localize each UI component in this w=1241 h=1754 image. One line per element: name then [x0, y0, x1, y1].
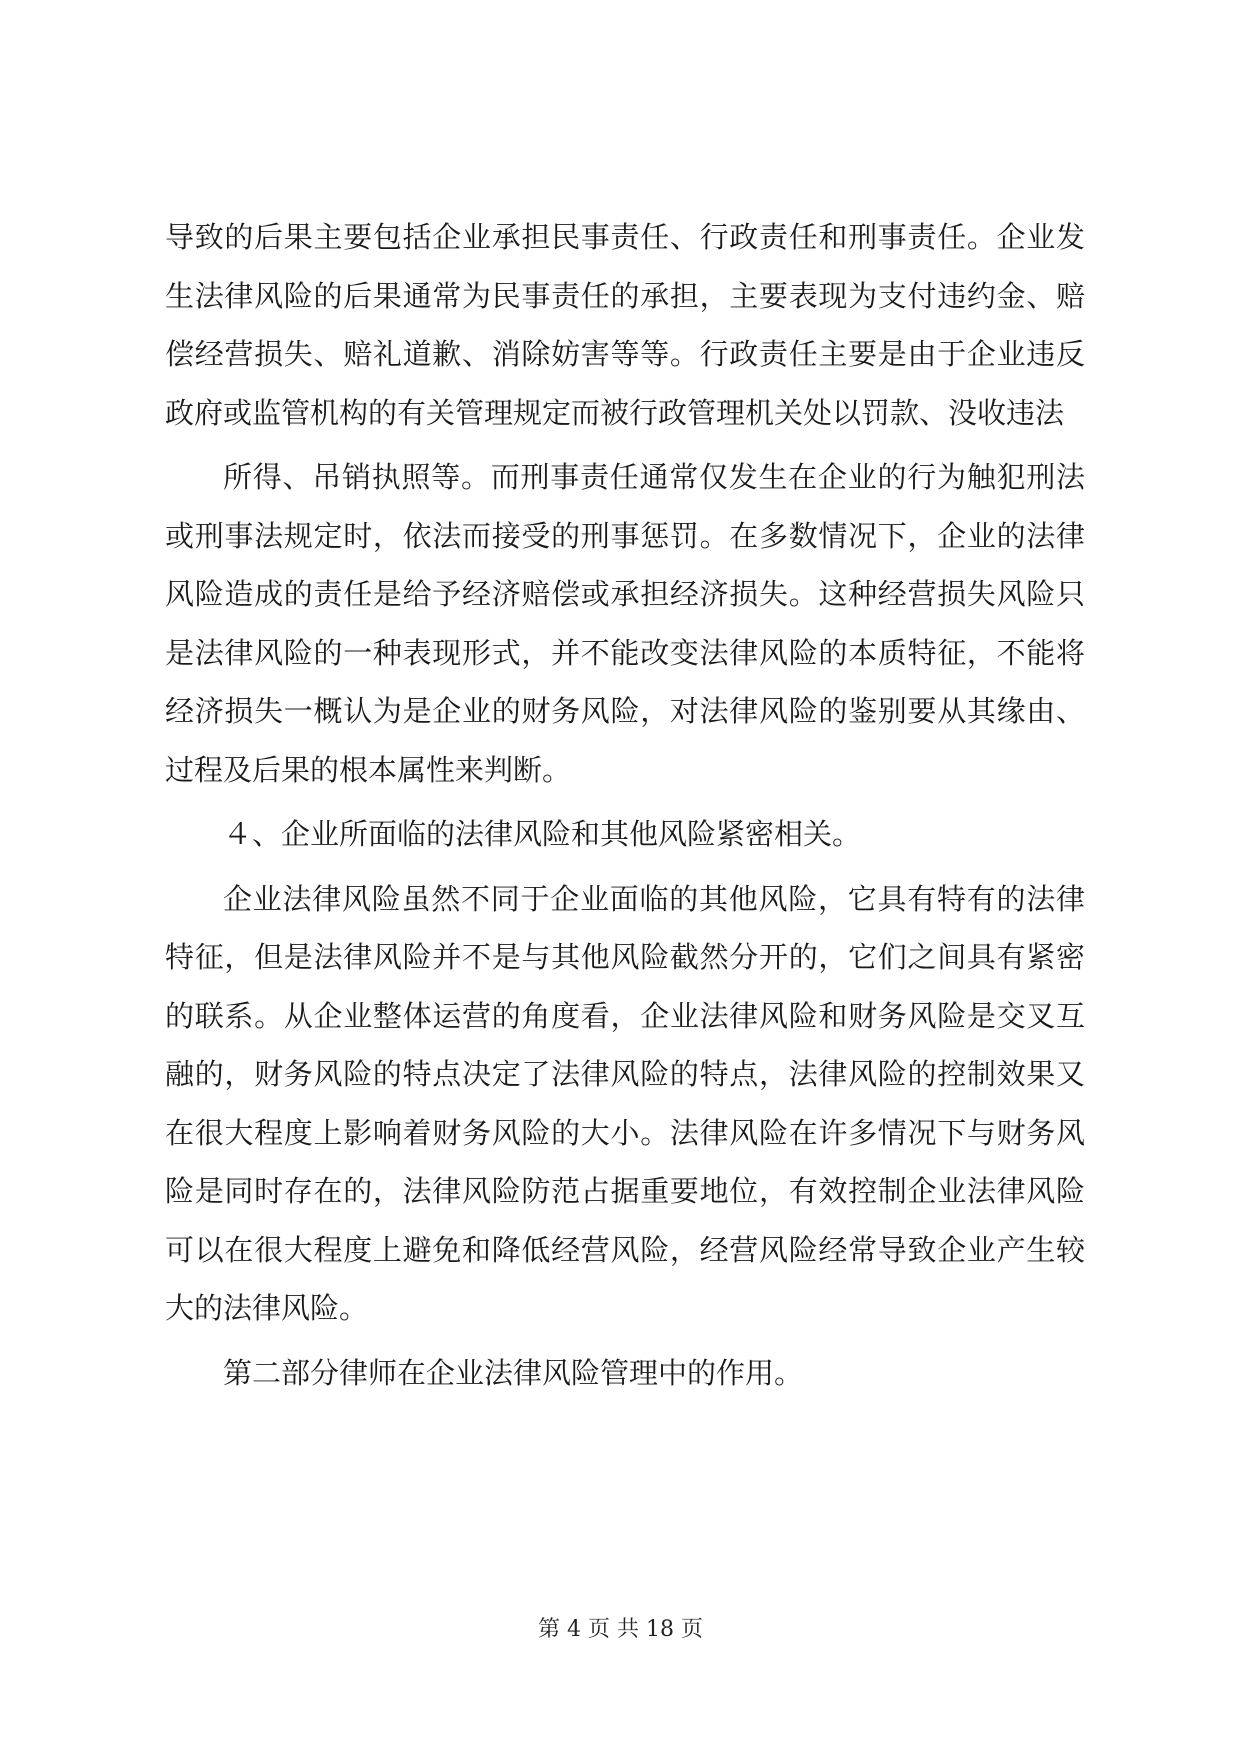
body-text: [165, 208, 1085, 1402]
paragraph-5-heading: 第二部分律师在企业法律风险管理中的作用。: [223, 1355, 804, 1390]
paragraph-2: 所得、吊销执照等。而刑事责任通常仅发生在企业的行为触犯刑法或刑事法规定时，依法而接受的刑事惩罚。在多数情况下，企业的法律风险造成的责任是给予经济赔偿或承担经济损失。这种经营损失风险只是法律风险的一种表现形式，并不能改变法律风险的本质特征，不能将经济损失一概认为是企业的财务风险，对法律风险的鉴别要从其缘由、过程及后果的根本属性来判断。: [165, 460, 1085, 787]
paragraph-3-heading: ４、企业所面临的法律风险和其他风险紧密相关。: [223, 817, 862, 851]
paragraph-1: 导致的后果主要包括企业承担民事责任、行政责任和刑事责任。企业发生法律风险的后果通常为民事责任的承担，主要表现为支付违约金、赔偿经营损失、赔礼道歉、消除妨害等等。行政责任主要是由于企业违反政府或监管机构的有关管理规定而被行政管理机关处以罚款、没收违法: [165, 220, 1085, 430]
page-footer: 第 4 页 共 18 页: [538, 1617, 703, 1642]
paragraph-4: 企业法律风险虽然不同于企业面临的其他风险，它具有特有的法律特征，但是法律风险并不是与其他风险截然分开的，它们之间具有紧密的联系。从企业整体运营的角度看，企业法律风险和财务风险是交叉互融的，财务风险的特点决定了法律风险的特点，法律风险的控制效果又在很大程度上影响着财务风险的大小。法律风险在许多情况下与财务风险是同时存在的，法律风险防范占据重要地位，有效控制企业法律风险可以在很大程度上避免和降低经营风险，经营风险经常导致企业产生较大的法律风险。: [165, 881, 1085, 1325]
